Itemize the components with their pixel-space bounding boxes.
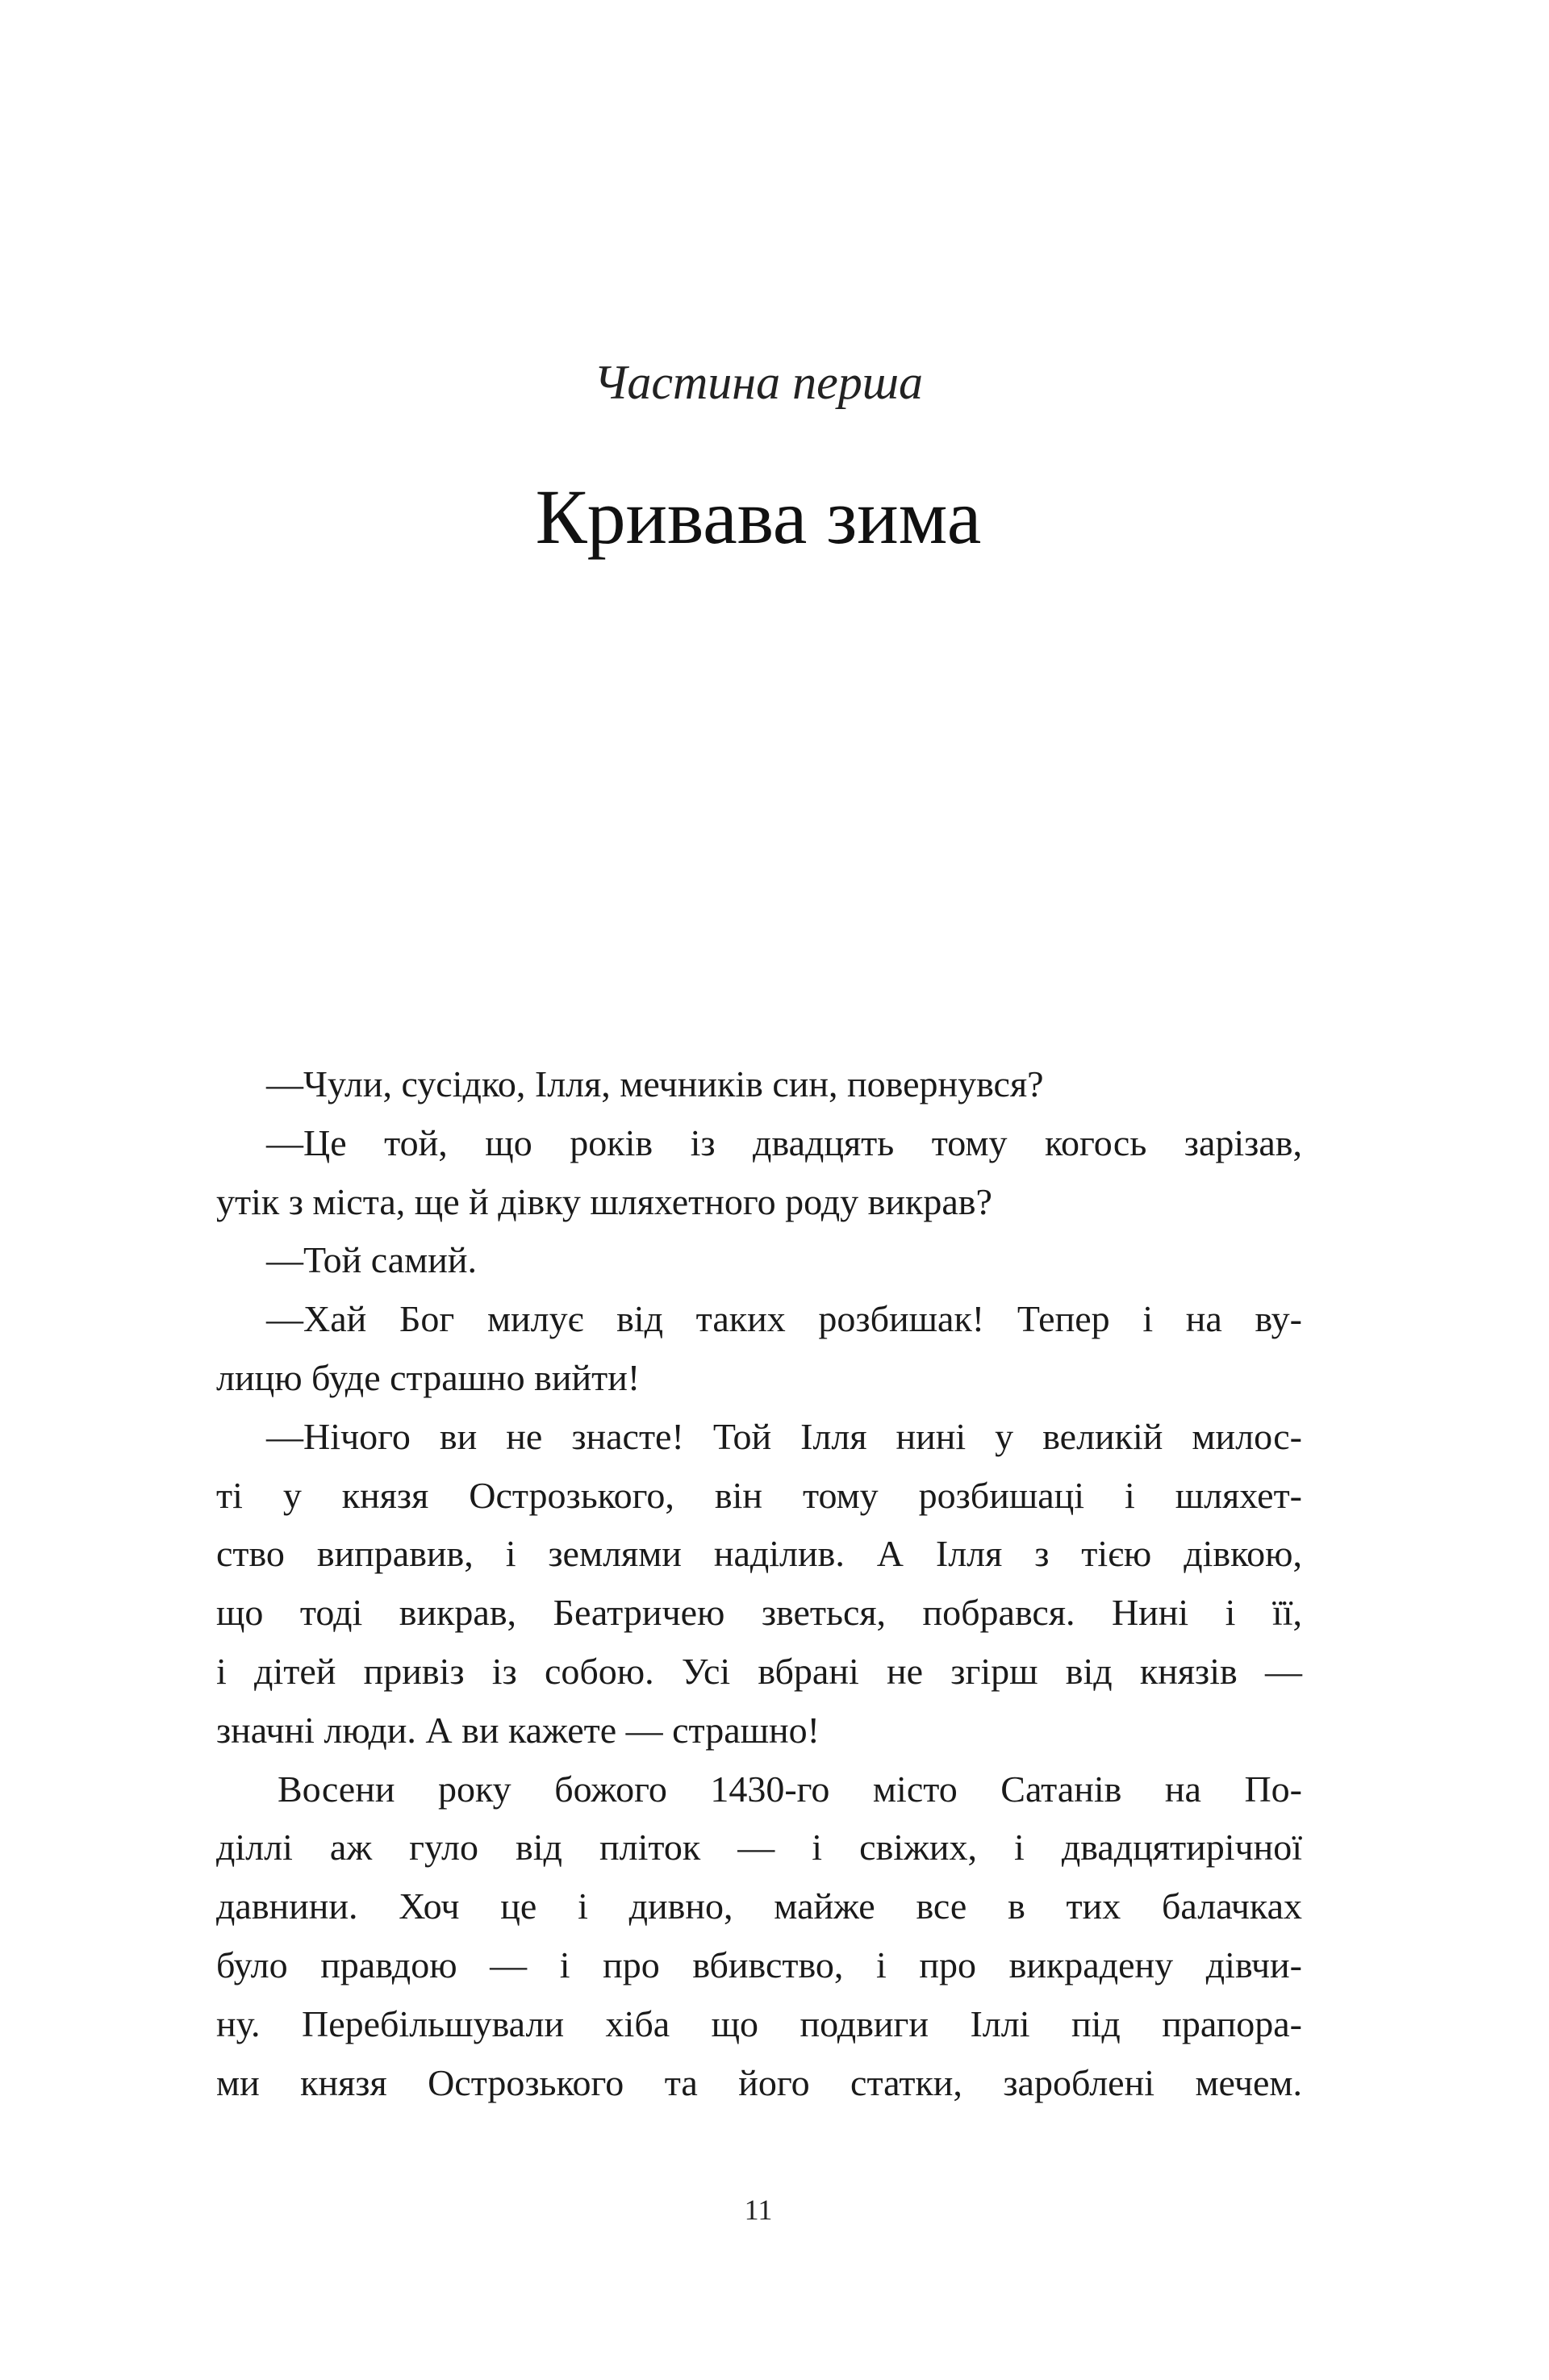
text-line: —Хай Бог милує від таких розбишак! Тепер і на ву- — [266, 1298, 1302, 1340]
text-line: —Чули, сусідко, Ілля, мечників син, повернувся? — [266, 1063, 1044, 1104]
text-line: Восени року божого 1430-го місто Сатанів на По- — [278, 1768, 1302, 1810]
text-line: ну. Перебільшували хіба що подвиги Іллі під прапора- — [216, 2002, 1302, 2044]
page-number: 11 — [744, 2194, 773, 2226]
text-line: —Це той, що років із двадцять тому когось зарізав, — [266, 1121, 1302, 1163]
text-line: —Той самий. — [266, 1239, 477, 1281]
text-line: давнини. Хоч це і дивно, майже все в тих балачках — [216, 1885, 1302, 1927]
body-text — [216, 1055, 1302, 2112]
text-line: ми князя Острозького та його статки, зароблені мечем. — [216, 2061, 1302, 2103]
text-line: було правдою — і про вбивство, і про викрадену дівчи- — [216, 1944, 1302, 1985]
text-line: діллі аж гуло від пліток — і свіжих, і двадцятирічної — [216, 1827, 1302, 1869]
text-line: значні люди. А ви кажете — страшно! — [216, 1709, 820, 1751]
text-line: утік з міста, ще й дівку шляхетного роду викрав? — [216, 1180, 992, 1222]
text-line: ті у князя Острозького, він тому розбишаці і шляхет- — [216, 1474, 1302, 1516]
text-line: —Нічого ви не знасте! Той Ілля нині у великій милос- — [266, 1415, 1302, 1457]
chapter-title: Кривава зима — [535, 474, 982, 560]
text-line: що тоді викрав, Беатричею зветься, побрався. Нині і її, — [216, 1592, 1302, 1634]
part-label: Частина перша — [594, 356, 923, 409]
text-line: лицю буде страшно вийти! — [216, 1356, 641, 1398]
text-line: і дітей привіз із собою. Усі вбрані не згірш від князів — — [216, 1650, 1302, 1692]
text-line: ство виправив, і землями наділив. А Ілля з тією дівкою, — [216, 1533, 1302, 1575]
